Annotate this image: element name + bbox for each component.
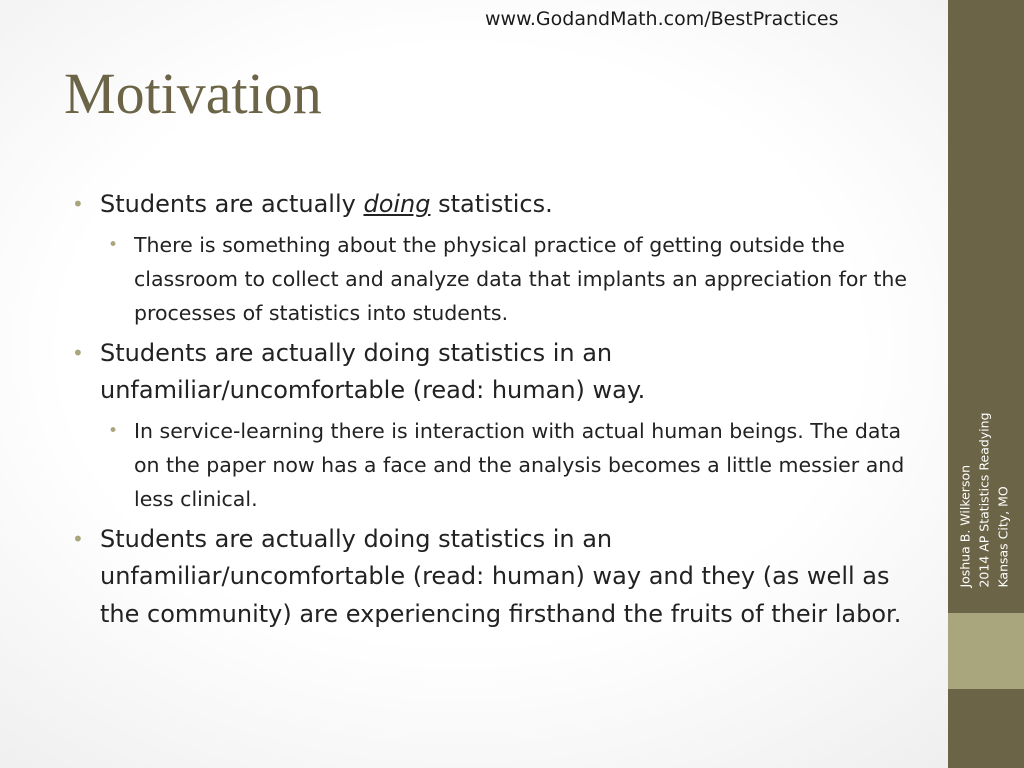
footer-location: Kansas City, MO [995, 486, 1011, 588]
bullet-text: Students are actually doing statistics in an unfamiliar/uncomfortable (read: human) way and they (as well as the community) are experiencing firsthand the fruits of their labor. [100, 524, 902, 628]
sub-bullet-text: There is something about the physical practice of getting outside the classroom to collect and analyze data that implants an appreciation for the processes of statistics into students. [134, 232, 908, 325]
bullet-text-suffix: statistics. [430, 190, 553, 218]
sub-bullet-text: In service-learning there is interaction with actual human beings. The data on the paper now has a face and the analysis becomes a little messier and less clinical. [134, 418, 905, 511]
sidebar-accent-block [948, 613, 1024, 689]
sub-bullet-item-1 [72, 228, 912, 330]
bullet-text: Students are actually doing statistics in an unfamiliar/uncomfortable (read: human) way. [100, 338, 646, 404]
slide-title: Motivation [64, 61, 322, 126]
footer-credits [956, 412, 1013, 587]
bullet-item-1 [72, 186, 912, 224]
footer-author: Joshua B. Wilkerson [957, 464, 973, 588]
sidebar-band [948, 0, 1024, 768]
bullet-item-3 [72, 521, 912, 634]
bullet-icon: • [108, 420, 119, 441]
bullet-list [72, 186, 912, 637]
footer-event: 2014 AP Statistics Readying [976, 412, 992, 588]
bullet-emphasis: doing [363, 190, 431, 218]
bullet-icon: • [72, 526, 84, 551]
sub-bullet-item-2 [72, 414, 912, 516]
bullet-item-2 [72, 335, 912, 410]
website-url: www.GodandMath.com/BestPractices [485, 8, 839, 30]
bullet-text-prefix: Students are actually [100, 190, 364, 218]
bullet-icon: • [72, 192, 84, 216]
bullet-icon: • [108, 234, 119, 255]
bullet-icon: • [72, 340, 84, 365]
